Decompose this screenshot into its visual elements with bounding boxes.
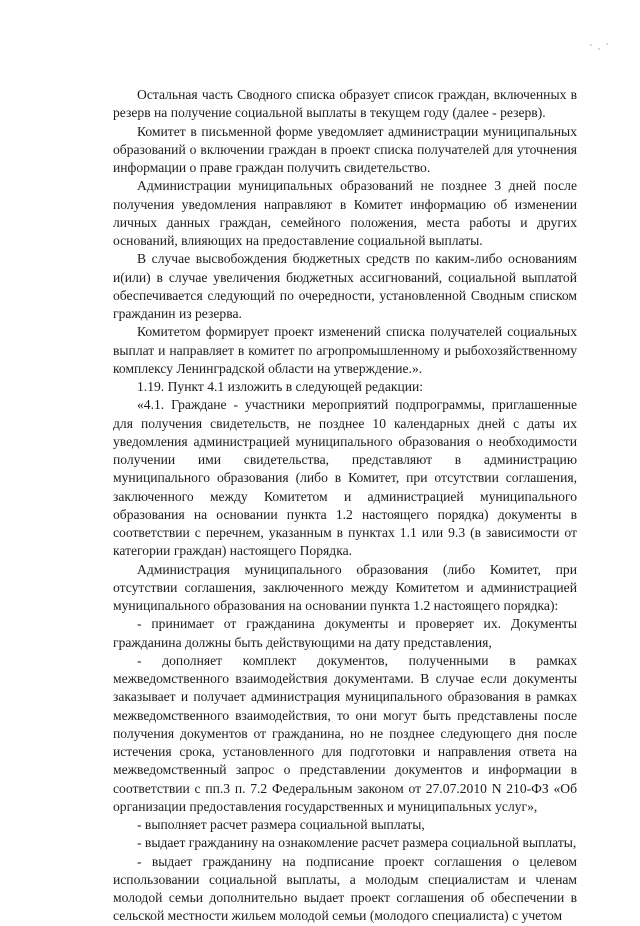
paragraph-committee-draft: Комитетом формирует проект изменений списка получателей социальных выплат и направляет в комитет по агропромышленному и рыбохозяйственному комплексу Ленинградской области на утверждение.». — [113, 324, 577, 376]
paragraph-municipal-info: Администрации муниципальных образований не позднее 3 дней после получения уведомления направляют в Комитет информацию об изменении личных данных граждан, семейного положения, места работы и других оснований, влияющих на предоставление социальной выплаты. — [113, 178, 577, 248]
paragraph-clause-4-1: «4.1. Граждане - участники мероприятий подпрограммы, приглашенные для получения свидетельств, не позднее 10 календарных дней с даты их уведомления администрацией муниципального образования о необходимости получении ими свидетельства, представляют в администрацию муниципального образования (либо в Комитет, при отсутствии соглашения, заключенного между Комитетом и администрацией муниципального образования на основании пункта 1.2 настоящего порядка) документы в соответствии с перечнем, указанным в пунктах 1.1 или 9.3 (в зависимости от категории граждан) настоящего Порядка. — [113, 397, 577, 559]
document-body — [113, 86, 577, 926]
paragraph-reserve-list: Остальная часть Сводного списка образует список граждан, включенных в резерв на получение социальной выплаты в текущем году (далее - резерв). — [113, 87, 577, 121]
scan-artifact — [590, 44, 592, 46]
list-item-calculates-payment: - выполняет расчет размера социальной выплаты, — [137, 817, 425, 832]
paragraph-clause-1-19: 1.19. Пункт 4.1 изложить в следующей редакции: — [137, 379, 424, 394]
list-item-issues-agreement: - выдает гражданину на подписание проект соглашения о целевом использовании социальной выплаты, а молодым специалистам и членам молодой семьи дополнительно выдает проект соглашения об обеспечении в сельской местности жильем молодой семьи (молодого специалиста) с учетом — [113, 853, 577, 924]
paragraph-administration: Администрация муниципального образования (либо Комитет, при отсутствии соглашения, заключенного между Комитетом и администрацией муниципального образования на основании пункта 1.2 настоящего порядка): — [113, 561, 577, 613]
paragraph-budget-release: В случае высвобождения бюджетных средств по каким-либо основаниям и(или) в случае увеличения бюджетных ассигнований, социальной выплатой обеспечивается следующий по очередности, установленной Сводным списком гражданин из резерва. — [113, 251, 577, 321]
scan-artifact — [598, 48, 600, 50]
list-item-issues-calculation: - выдает гражданину на ознакомление расчет размера социальной выплаты, — [137, 835, 577, 851]
scan-artifact — [606, 43, 608, 45]
list-item-accepts-documents: - принимает от гражданина документы и проверяет их. Документы гражданина должны быть действующими на дату представления, — [113, 616, 577, 650]
list-item-completes-documents: - дополняет комплект документов, полученными в рамках межведомственного взаимодействия документами. В случае если документы заказывает и получает администрация муниципального образования в рамках межведомственного взаимодействия, то они могут быть представлены после получения документов от гражданина, но не позднее следующего дня после истечения срока, установленного для подготовки и направления ответа на межведомственный запрос о представлении документов и информации в соответствии с пп.3 п. 7.2 Федеральным законом от 27.07.2010 N 210-ФЗ «Об организации предоставления государственных и муниципальных услуг», — [113, 652, 577, 814]
paragraph-committee-notice: Комитет в письменной форме уведомляет администрации муниципальных образований о включении граждан в проект списка получателей для уточнения информации о праве граждан получить свидетельство. — [113, 123, 577, 175]
